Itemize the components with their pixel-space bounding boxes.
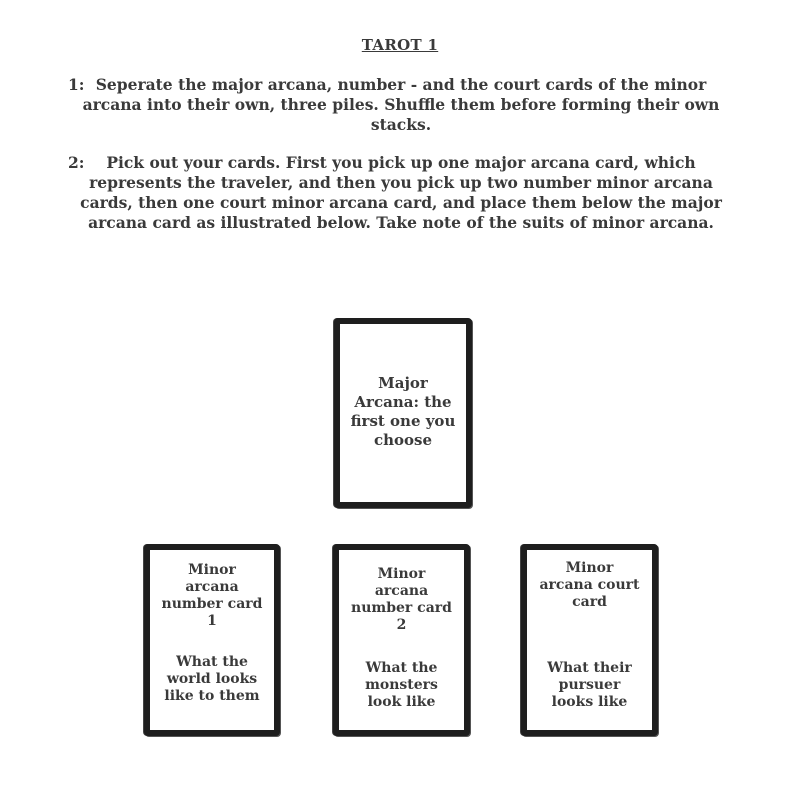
step-number: 1: (68, 75, 85, 94)
instruction-step-2 (68, 153, 728, 233)
card-major-arcana (334, 318, 472, 508)
card-label: Minor arcana court card (539, 560, 640, 610)
card-meaning: What their pursuer looks like (547, 660, 632, 710)
card-minor-court (521, 544, 658, 736)
step-text: Seperate the major arcana, number - and the court cards of the minor arcana into their own, three piles. Shuffle them before forming their own stacks. (82, 75, 720, 134)
instruction-step-1 (68, 75, 728, 135)
card-label: Major Arcana: the first one you choose (350, 374, 456, 449)
page-title: TAROT 1 (361, 36, 439, 54)
card-label: Minor arcana number card 2 (351, 566, 452, 633)
card-meaning: What the monsters look like (365, 660, 438, 710)
step-number: 2: (68, 153, 85, 172)
card-minor-number-1 (144, 544, 280, 736)
step-text: Pick out your cards. First you pick up one major arcana card, which represents the traveler, and then you pick up two number minor arcana cards, then one court minor arcana card, and place them below the major arcana card as illustrated below. Take note of the suits of minor arcana. (80, 153, 722, 232)
card-label: Minor arcana number card 1 (161, 562, 263, 629)
card-minor-number-2 (333, 544, 470, 736)
card-meaning: What the world looks like to them (164, 654, 260, 704)
